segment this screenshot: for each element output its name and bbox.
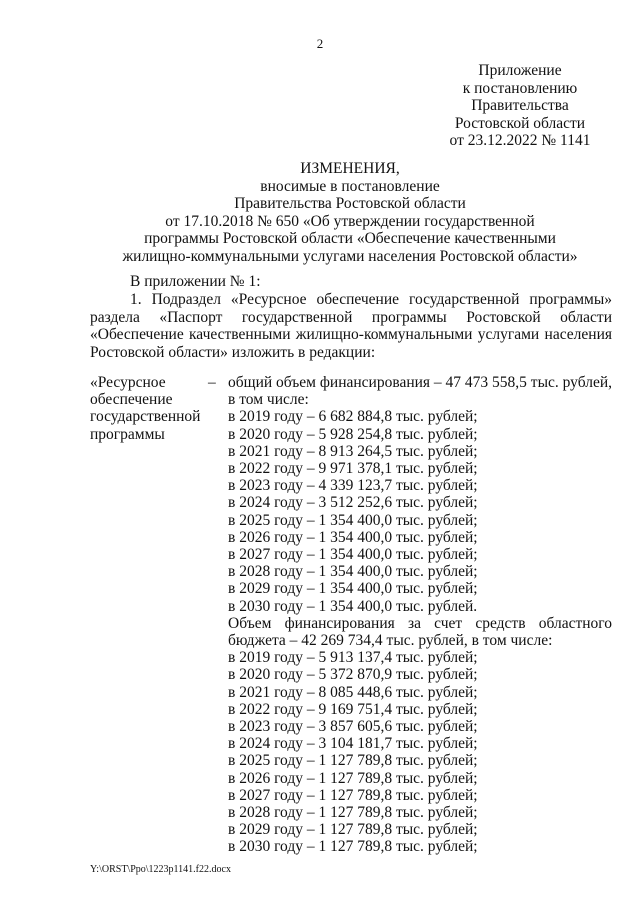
year-amount-line: в 2030 году – 1 127 789,8 тыс. рублей;: [228, 838, 478, 856]
label-line: программы: [90, 425, 165, 443]
title-line: Правительства Ростовской области: [234, 195, 466, 212]
year-amount-line: в 2029 году – 1 354 400,0 тыс. рублей;: [228, 580, 478, 598]
title-line: программы Ростовской области «Обеспечение качественными: [144, 230, 556, 247]
label-line: государственной: [90, 408, 201, 426]
label-line: «Ресурсное: [90, 374, 166, 391]
title-line: жилищно-коммунальными услугами населения Ростовской области»: [122, 247, 578, 265]
title-heading: ИЗМЕНЕНИЯ,: [300, 160, 400, 177]
appendix-line: к постановлению: [462, 79, 578, 97]
appendix-header: [420, 62, 620, 150]
year-amount-line: в 2021 году – 8 085 448,6 тыс. рублей;: [228, 683, 478, 701]
year-amount-line: в 2026 году – 1 354 400,0 тыс. рублей;: [228, 528, 478, 546]
year-amount-line: в 2025 году – 1 127 789,8 тыс. рублей;: [228, 752, 478, 770]
paragraph-line: 1. Подраздел «Ресурсное обеспечение государственной программы»: [130, 291, 612, 308]
year-amount-line: в 2019 году – 5 913 137,4 тыс. рублей;: [228, 649, 478, 667]
appendix-line: Ростовской области: [454, 114, 586, 132]
document-title: [70, 160, 630, 265]
year-amount-line: в 2029 году – 1 127 789,8 тыс. рублей;: [228, 821, 478, 839]
year-amount-line: в 2028 году – 1 127 789,8 тыс. рублей;: [228, 804, 478, 822]
year-amount-line: в 2021 году – 8 913 264,5 тыс. рублей;: [228, 442, 478, 460]
year-amount-line: в 2027 году – 1 127 789,8 тыс. рублей;: [228, 786, 478, 804]
year-amount-line: в 2026 году – 1 127 789,8 тыс. рублей;: [228, 769, 478, 787]
year-amount-line: в 2025 году – 1 354 400,0 тыс. рублей;: [228, 511, 478, 529]
title-line: вносимые в постановление: [260, 177, 440, 195]
year-amount-line: в 2028 году – 1 354 400,0 тыс. рублей;: [228, 563, 478, 581]
total-line: общий объем финансирования – 47 473 558,5 тыс. рублей,: [228, 374, 613, 391]
year-amount-line: в 2024 году – 3 512 252,6 тыс. рублей;: [228, 494, 478, 512]
total-line: в том числе:: [228, 391, 309, 409]
appendix-line: Приложение: [478, 62, 562, 79]
label-line: обеспечение: [90, 391, 173, 409]
year-amount-line: в 2020 году – 5 928 254,8 тыс. рублей;: [228, 425, 478, 443]
total-by-year-list: [228, 408, 612, 614]
year-amount-line: в 2023 году – 4 339 123,7 тыс. рублей;: [228, 477, 478, 495]
year-amount-line: в 2022 году – 9 971 378,1 тыс. рублей;: [228, 460, 478, 478]
paragraph-line: Ростовской области» изложить в редакции:: [90, 343, 376, 361]
page-number: 2: [316, 36, 324, 51]
intro-text: В приложении № 1:: [130, 273, 261, 290]
year-amount-line: в 2023 году – 3 857 605,6 тыс. рублей;: [228, 718, 478, 736]
file-path-footer: Y:\ORST\Ppo\1223p1141.f22.docx: [90, 864, 231, 875]
appendix-line: от 23.12.2022 № 1141: [449, 132, 591, 149]
year-amount-line: в 2020 году – 5 372 870,9 тыс. рублей;: [228, 666, 478, 684]
year-amount-line: в 2030 году – 1 354 400,0 тыс. рублей.: [228, 597, 478, 615]
paragraph-line: «Обеспечение качественными жилищно-коммунальными услугами населения: [90, 326, 612, 343]
year-amount-line: в 2019 году – 6 682 884,8 тыс. рублей;: [228, 408, 478, 426]
year-amount-line: в 2027 году – 1 354 400,0 тыс. рублей;: [228, 546, 478, 564]
year-amount-line: в 2022 году – 9 169 751,4 тыс. рублей;: [228, 700, 478, 718]
regional-line: Объем финансирования за счет средств областного: [228, 614, 612, 632]
resource-label: [90, 374, 208, 443]
resource-values: [228, 374, 612, 856]
paragraph-1: [90, 291, 612, 361]
regional-line: бюджета – 42 269 734,4 тыс. рублей, в том числе:: [228, 632, 553, 650]
regional-by-year-list: [228, 649, 612, 855]
appendix-line: Правительства: [471, 97, 569, 114]
separator-dash: –: [208, 374, 216, 391]
paragraph-line: раздела «Паспорт государственной программы Ростовской области: [90, 308, 612, 326]
title-line: от 17.10.2018 № 650 «Об утверждении государственной: [165, 212, 535, 230]
year-amount-line: в 2024 году – 3 104 181,7 тыс. рублей;: [228, 735, 478, 753]
